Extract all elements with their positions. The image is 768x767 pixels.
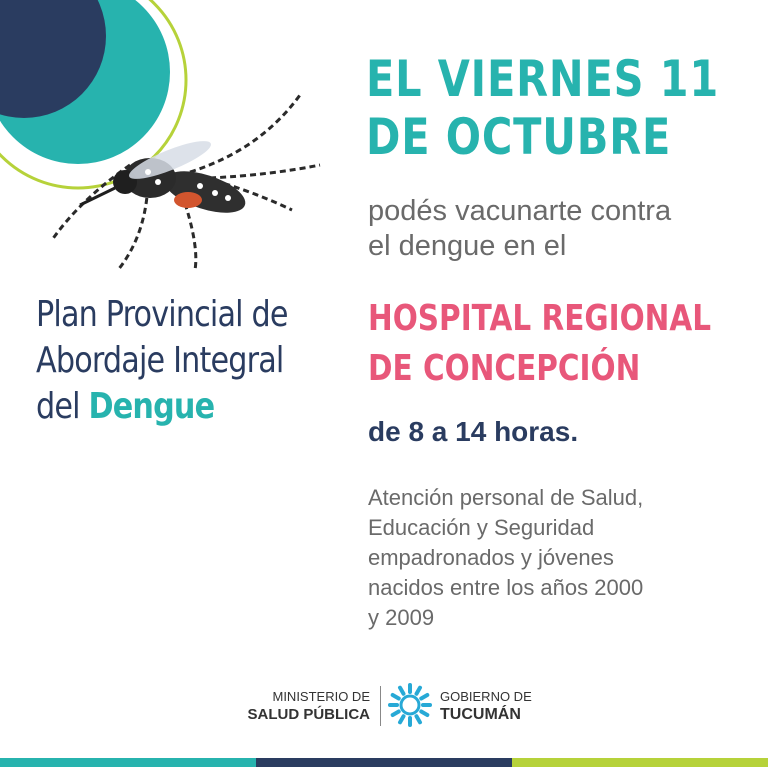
hospital-line-1: HOSPITAL REGIONAL: [368, 298, 712, 339]
gov-line-2: TUCUMÁN: [440, 706, 521, 723]
date-line-2: DE OCTUBRE: [366, 108, 672, 166]
details-line: empadronados y jóvenes: [368, 545, 614, 570]
intro-line-2: el dengue en el: [368, 230, 567, 262]
date-line-1: EL VIERNES 11: [366, 50, 720, 108]
ministry-label: [248, 688, 371, 724]
plan-line-2: Abordaje Integral: [36, 340, 284, 381]
plan-line-3-prefix: del: [36, 386, 89, 427]
plan-title: [36, 292, 288, 430]
color-stripe: [0, 758, 768, 767]
stripe-lime: [512, 758, 768, 767]
gov-line-1: GOBIERNO DE: [440, 689, 532, 704]
tucuman-sun-logo: [387, 682, 433, 728]
stripe-teal: [0, 758, 256, 767]
opening-hours: de 8 a 14 horas.: [368, 416, 579, 447]
hospital-line-2: DE CONCEPCIÓN: [368, 348, 641, 389]
details-line: Atención personal de Salud,: [368, 485, 644, 510]
intro-line-1: podés vacunarte contra: [368, 195, 672, 227]
plan-dengue-word: Dengue: [88, 386, 215, 427]
footer-divider: [380, 686, 381, 726]
intro-text: [368, 194, 671, 264]
eligibility-details: [368, 483, 643, 633]
decorative-circles: [0, 0, 340, 270]
details-line: Educación y Seguridad: [368, 515, 595, 540]
ministry-line-2: SALUD PÚBLICA: [247, 706, 370, 723]
details-line: y 2009: [368, 605, 435, 630]
event-date: [366, 50, 719, 166]
ministry-line-1: MINISTERIO DE: [272, 689, 370, 704]
stripe-navy: [256, 758, 512, 767]
hospital-name: [368, 294, 711, 394]
details-line: nacidos entre los años 2000: [368, 575, 644, 600]
plan-line-1: Plan Provincial de: [36, 294, 288, 335]
government-label: [440, 688, 532, 724]
plan-line-3: [36, 384, 288, 430]
footer-logos: [0, 680, 768, 730]
